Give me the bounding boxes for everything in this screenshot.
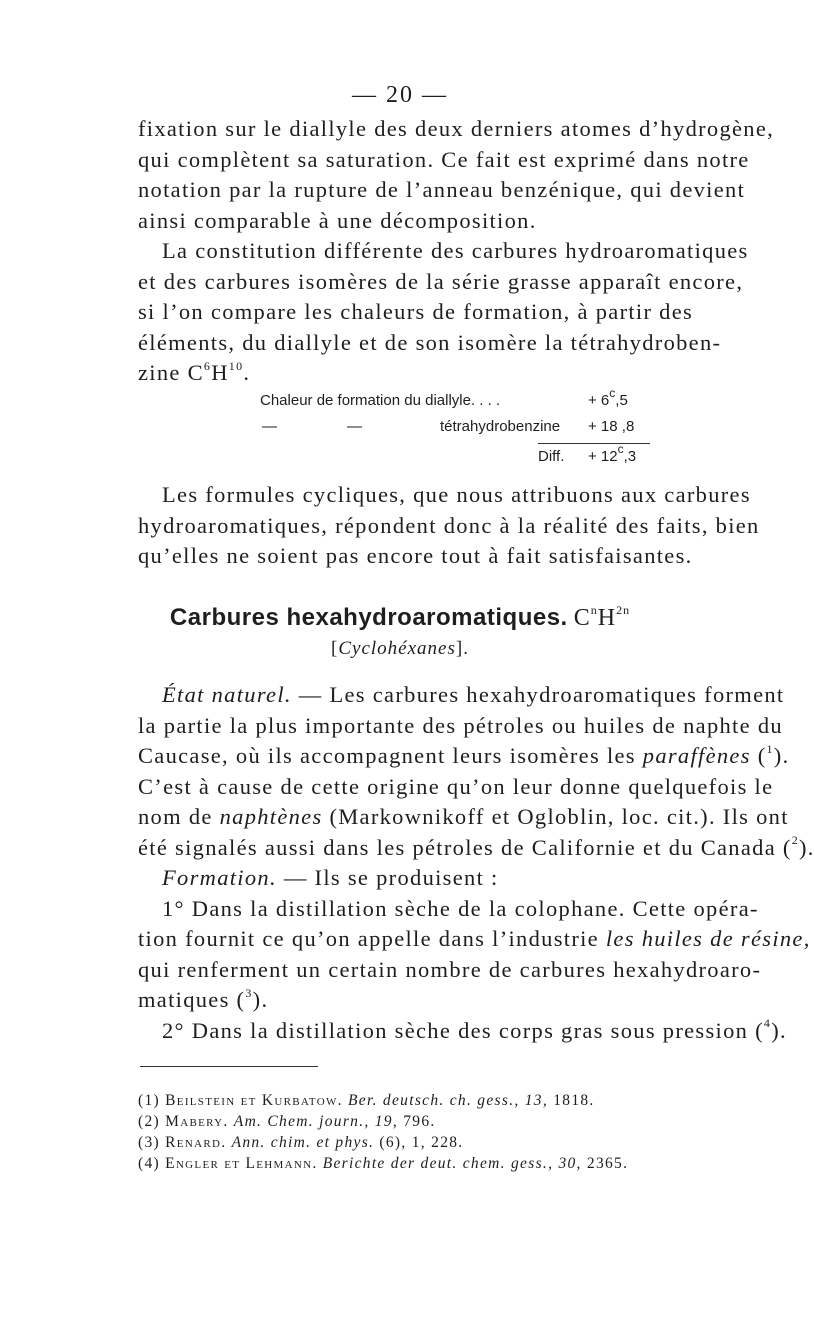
text-line: et des carbures isomères de la série grasse apparaît encore, (138, 268, 744, 294)
text-line: nom de naphtènes (Markownikoff et Ogloblin, loc. cit.). Ils ont (138, 804, 789, 829)
text-line: la partie la plus importante des pétroles ou huiles de naphte du (138, 712, 783, 738)
paragraph-label: Formation. (162, 865, 277, 890)
text-line: zine $C^6H^{10}$. (138, 358, 251, 385)
text-line: notation par la rupture de l’anneau benzénique, qui devient (138, 177, 746, 202)
text-line: 1° Dans la distillation sèche de la colophane. Cette opéra- (162, 895, 759, 921)
text-line: État naturel. — Les carbures hexahydroaromatiques forment (162, 682, 785, 707)
section-formula: $C^nH^{2n}$ (573, 603, 631, 631)
natural-state-paragraph (138, 680, 815, 1046)
text-line: qui complètent sa saturation. Ce fait est exprimé dans notre (138, 146, 750, 172)
text-line: hydroaromatiques, répondent donc à la réalité des faits, bien (138, 512, 760, 538)
footnote: (2) Mabery. Am. Chem. journ., 19, 796. (138, 1113, 436, 1130)
footnote-ref[interactable]: 2 (791, 833, 800, 847)
table-diff-label: Diff. (538, 448, 565, 465)
text-line: qui renferment un certain nombre de carbures hexahydroaro- (138, 956, 762, 982)
text-line: matiques ($^3$). (138, 985, 269, 1012)
text-line: qu’elles ne soient pas encore tout à fait satisfaisantes. (138, 543, 693, 568)
paragraph-1 (138, 114, 778, 236)
footnote: (3) Renard. Ann. chim. et phys. (6), 1, 228. (138, 1134, 464, 1151)
paragraph-2 (138, 236, 778, 389)
paragraph-3 (138, 480, 778, 572)
section-title: Carbures hexahydroaromatiques. (169, 604, 568, 631)
sum-rule (538, 443, 650, 444)
footnote-separator (140, 1066, 318, 1067)
text-line: ainsi comparable à une décomposition. (138, 207, 537, 233)
paragraph-label: État naturel. (162, 682, 292, 707)
page-number: — 20 — (352, 82, 448, 108)
footnote-ref[interactable]: 3 (245, 985, 253, 1000)
text-line: Caucase, où ils accompagnent leurs isomères les paraffènes ($^1$). (138, 741, 790, 768)
footnote: (4) Engler et Lehmann. Berichte der deut. chem. gess., 30, 2365. (138, 1155, 629, 1172)
footnotes (138, 1092, 778, 1176)
section-heading (0, 604, 800, 632)
text-line: Formation. — Ils se produisent : (162, 865, 499, 890)
footnote-ref[interactable]: 4 (763, 1016, 772, 1030)
table-diff-value: + $12^c,3$ (588, 442, 637, 465)
ditto-mark: — (347, 418, 362, 435)
text-line: été signalés aussi dans les pétroles de Californie et du Canada ($^2$). (138, 833, 815, 860)
table-row-label: Chaleur de formation du diallyle. . . . (260, 392, 501, 409)
ditto-mark: — (262, 418, 277, 435)
text-line: Les formules cycliques, que nous attribuons aux carbures (162, 482, 751, 507)
text-line: si l’on compare les chaleurs de formation, à partir des (138, 299, 694, 324)
text-line: La constitution différente des carbures hydroaromatiques (162, 238, 749, 263)
text-line: C’est à cause de cette origine qu’on leur donne quelquefois le (138, 773, 774, 799)
text-line: éléments, du diallyle et de son isomère la tétrahydroben- (138, 329, 722, 355)
text-line: 2° Dans la distillation sèche des corps gras sous pression ($^4$). (162, 1016, 787, 1043)
footnote-ref[interactable]: 1 (766, 741, 774, 756)
table-row-label: tétrahydrobenzine (440, 418, 561, 435)
footnote: (1) Beilstein et Kurbatow. Ber. deutsch. ch. gess., 13, 1818. (138, 1092, 595, 1109)
text-line: fixation sur le diallyle des deux derniers atomes d’hydrogène, (138, 116, 775, 141)
section-subtitle: [Cyclohéxanes]. (331, 638, 469, 659)
table-row-value: + 18 ,8 (588, 418, 635, 435)
table-row-value: + $6^c,5$ (588, 386, 628, 409)
text-line: tion fournit ce qu’on appelle dans l’industrie les huiles de résine, (138, 926, 811, 951)
